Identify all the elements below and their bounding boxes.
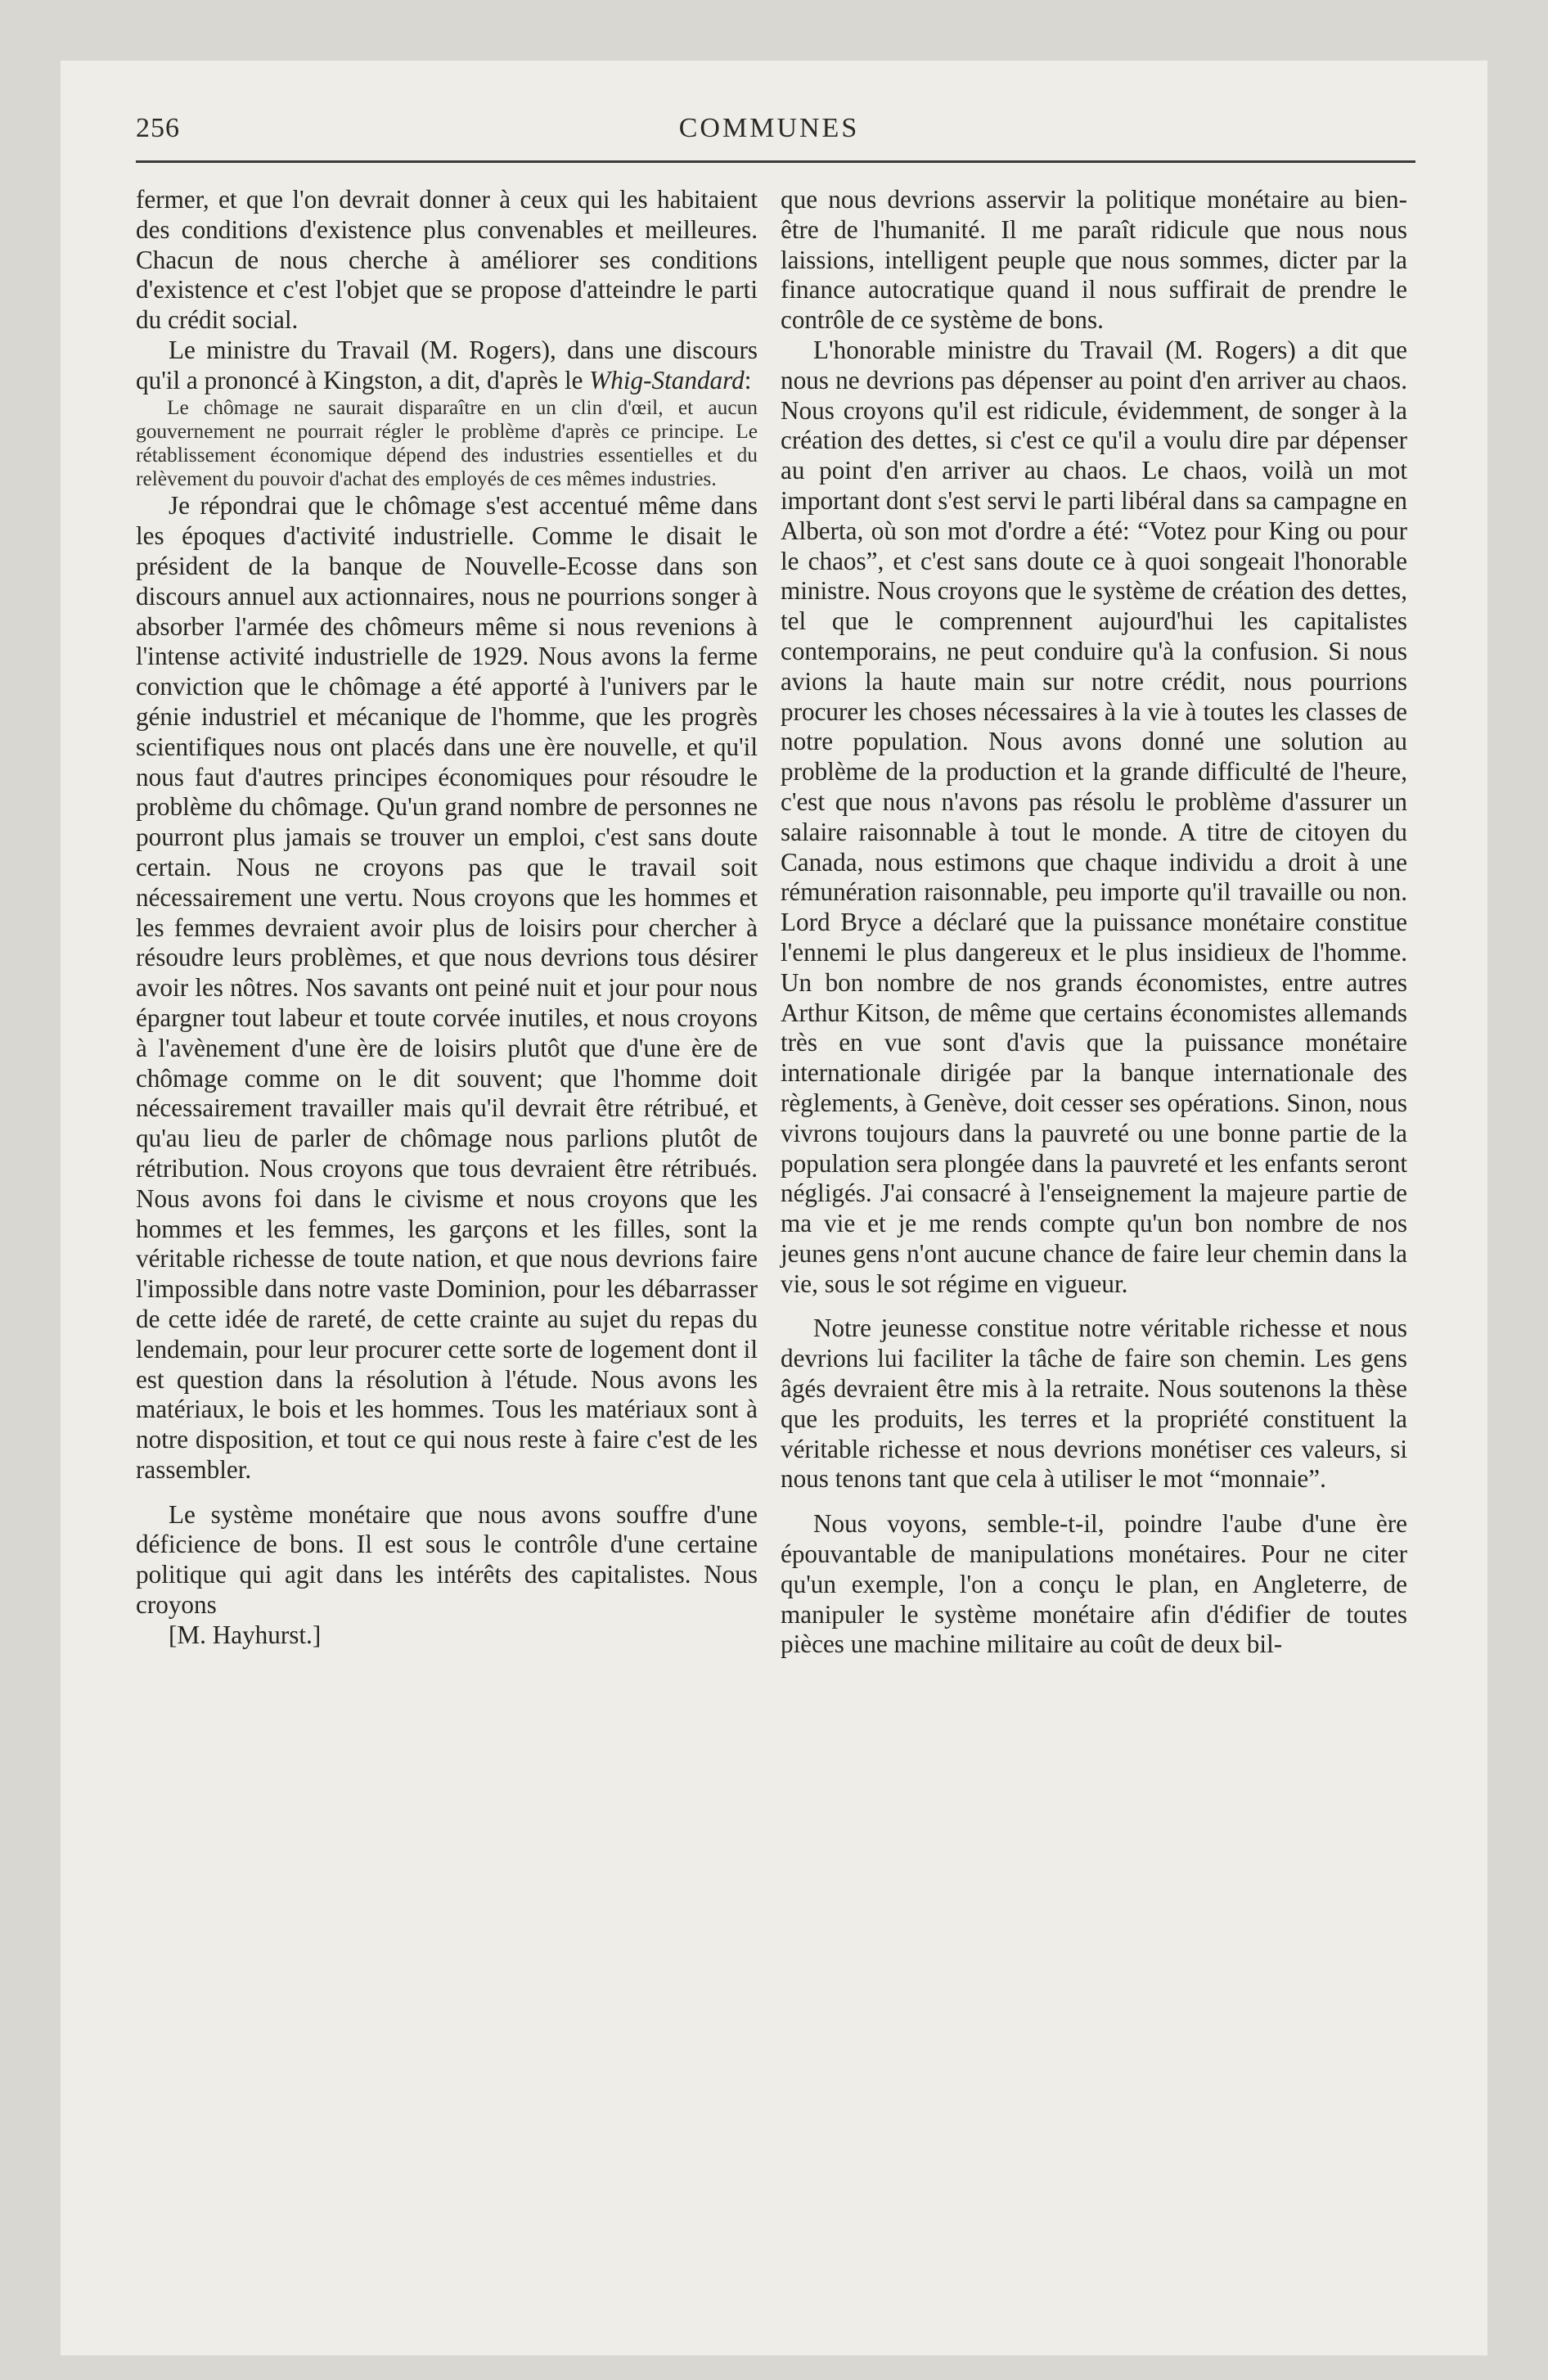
newspaper-title: Whig-Standard — [589, 365, 745, 394]
left-paragraph-1: fermer, et que l'on devrait donner à ceux qui les habitaient des conditions d'existence plus convenables et meilleures. Chacun de nous cherche à améliorer ses conditions d'existence et c'est l'objet que se propose d'atteindre le parti du crédit social. — [136, 185, 758, 335]
header-rule — [136, 160, 1415, 163]
paragraph-2-end: : — [744, 365, 752, 394]
right-paragraph-1: que nous devrions asservir la politique monétaire au bien-être de l'humanité. Il me paraît ridicule que nous nous laissions, intelligent peuple que nous sommes, dicter par la finance autocratique quand il nous suffirait de prendre le contrôle de ce système de bons. — [781, 185, 1407, 335]
paragraph-2-text: Le ministre du Travail (M. Rogers), dans une discours qu'il a prononcé à Kingston, a dit, d'après le — [136, 335, 758, 394]
right-paragraph-4: Nous voyons, semble-t-il, poindre l'aube d'une ère épouvantable de manipulations monétaires. Pour ne citer qu'un exemple, l'on a conçu le plan, en Angleterre, de manipuler le système monétaire afin d'édifier de toutes pièces une machine militaire au coût de deux bil- — [781, 1509, 1407, 1659]
block-quote: Le chômage ne saurait disparaître en un clin d'œil, et aucun gouvernement ne pourrait régler le problème d'après ce principe. Le rétablissement économique dépend des industries essentielles et du relèvement du pouvoir d'achat des employés de ces mêmes industries. — [136, 395, 758, 491]
left-column — [136, 185, 758, 1651]
left-paragraph-4: Le système monétaire que nous avons souffre d'une déficience de bons. Il est sous le contrôle d'une certaine politique qui agit dans les intérêts des capitalistes. Nous croyons — [136, 1499, 758, 1620]
document-page — [61, 61, 1487, 2355]
right-paragraph-3: Notre jeunesse constitue notre véritable richesse et nous devrions lui faciliter la tâche de faire son chemin. Les gens âgés devraient être mis à la retraite. Nous soutenons la thèse que les produits, les terres et la propriété constituent la véritable richesse et nous devrions monétiser ces valeurs, si nous tenons tant que cela à utiliser le mot “monnaie”. — [781, 1314, 1407, 1494]
right-paragraph-2: L'honorable ministre du Travail (M. Rogers) a dit que nous ne devrions pas dépenser au point d'en arriver au chaos. Nous croyons qu'il est ridicule, évidemment, de songer à la création des dettes, si c'est ce qu'il a voulu dire par dépenser au point d'en arriver au chaos. Le chaos, voilà un mot important dont s'est servi le parti libéral dans sa campagne en Alberta, où son mot d'ordre a été: “Votez pour King ou pour le chaos”, et c'est sans doute ce à quoi songeait l'honorable ministre. Nous croyons que le système de création des dettes, tel que le comprennent aujourd'hui les capitalistes contemporains, ne peut conduire qu'à la confusion. Si nous avions la haute main sur notre crédit, nous pourrions procurer les choses nécessaires à la vie à toutes les classes de notre population. Nous avons donné une solution au problème de la production et la grande difficulté de l'heure, c'est que nous n'avons pas résolu le problème d'assurer un salaire raisonnable à tout le monde. A titre de citoyen du Canada, nous estimons que chaque individu a droit à une rémunération raisonnable, peu importe qu'il travaille ou non. Lord Bryce a déclaré que la puissance monétaire constitue l'ennemi le plus dangereux et le plus insidieux de l'homme. Un bon nombre de nos grands économistes, entre autres Arthur Kitson, de même que certains économistes allemands très en vue sont d'avis que la puissance monétaire internationale dirigée par la banque internationale des règlements, à Genève, doit cesser ses opérations. Sinon, nous vivrons toujours dans la pauvreté ou une bonne partie de la population sera plongée dans la pauvreté et les enfants seront négligés. J'ai consacré à l'enseignement la majeure partie de ma vie et je me rends compte qu'un bon nombre de nos jeunes gens n'ont aucune chance de faire leur chemin dans la vie, sous le sot régime en vigueur. — [781, 335, 1408, 1298]
page-number: 256 — [136, 113, 180, 143]
right-column — [781, 185, 1407, 1660]
page-header — [136, 113, 1402, 162]
speaker-attribution: [M. Hayhurst.] — [169, 1620, 322, 1649]
left-paragraph-2 — [136, 336, 758, 396]
running-title: COMMUNES — [678, 113, 860, 143]
left-paragraph-3: Je répondrai que le chômage s'est accentué même dans les époques d'activité industrielle. Comme le disait le président de la banque de Nouvelle-Ecosse dans son discours annuel aux actionnaires, nous ne pourrions songer à absorber l'armée des chômeurs même si nous revenions à l'intense activité industrielle de 1929. Nous avons la ferme conviction que le chômage a été apporté à l'univers par le génie industriel et mécanique de l'homme, que les progrès scientifiques nous ont placés dans une ère nouvelle, et qu'il nous faut d'autres principes économiques pour résoudre le problème du chômage. Qu'un grand nombre de personnes ne pourront plus jamais se trouver un emploi, c'est sans doute certain. Nous ne croyons pas que le travail soit nécessairement une vertu. Nous croyons que les hommes et les femmes devraient avoir plus de loisirs pour chercher à résoudre leurs problèmes, et que nous devrions tous désirer avoir les nôtres. Nos savants ont peiné nuit et jour pour nous épargner tout labeur et toute corvée inutiles, et nous croyons à l'avènement d'une ère de loisirs plutôt que d'une ère de chômage comme on le dit souvent; que l'homme doit nécessairement travailler mais qu'il devrait être rétribué, et qu'au lieu de parler de chômage nous parlions plutôt de rétribution. Nous croyons que tous devraient être rétribués. Nous avons foi dans le civisme et nous croyons que les hommes et les femmes, les garçons et les filles, sont la véritable richesse de toute nation, et que nous devrions faire l'impossible dans notre vaste Dominion, pour les débarrasser de cette idée de rareté, de cette crainte au sujet du repas du lendemain, pour leur procurer cette sorte de logement dont il est question dans la résolution à l'étude. Nous avons les matériaux, le bois et les hommes. Tous les matériaux sont à notre disposition, et tout ce qui nous reste à faire c'est de les rassembler. — [136, 491, 758, 1484]
